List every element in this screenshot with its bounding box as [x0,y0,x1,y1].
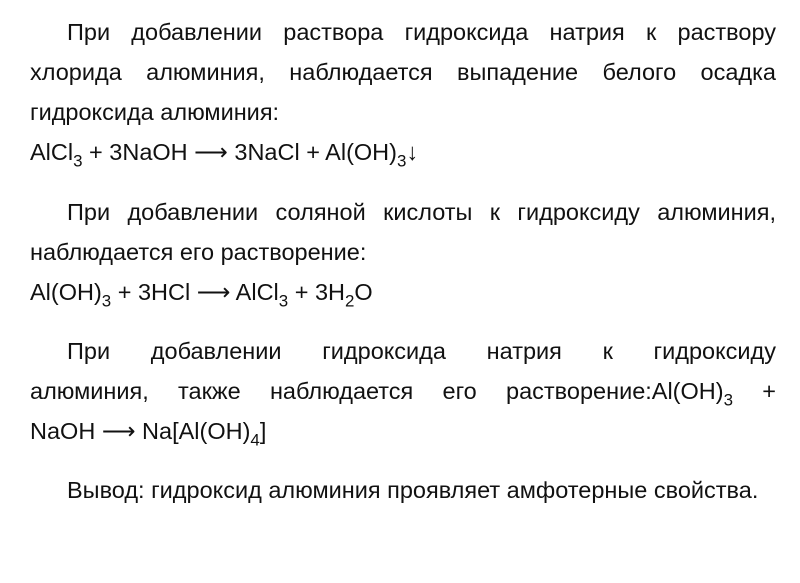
equation-subscript: 3 [278,291,289,311]
paragraph-precipitation-text: При добавлении раствора гидроксида натрия к раствору хлорида алюминия, наблюдается выпадение белого осадка гидроксида алюминия: [30,19,776,125]
equation-term: + 3NaOH ⟶ 3NaCl + Al(OH) [82,139,397,165]
document-page [30,12,776,510]
equation-subscript: 3 [723,390,733,410]
paragraph-base-dissolution [30,331,776,451]
equation-term: + 3H [288,279,345,305]
precipitate-arrow-icon: ↓ [406,139,419,165]
paragraph-acid-dissolution-text: При добавлении соляной кислоты к гидроксиду алюминия, наблюдается его растворение: [30,199,776,265]
spacer [30,312,776,331]
equation-term: + 3HCl ⟶ AlCl [111,279,279,305]
paragraph-conclusion-text: Вывод: гидроксид алюминия проявляет амфотерные свойства. [67,477,759,503]
equation-subscript: 3 [396,151,407,171]
paragraph-base-dissolution-line-1: При добавлении гидроксида натрия к гидроксиду [67,338,776,364]
spacer [30,451,776,470]
equation-subscript: 4 [250,430,260,450]
paragraph-precipitation [30,12,776,132]
equation-subscript: 3 [101,291,112,311]
equation-subscript: 2 [345,291,355,311]
equation-term: Al(OH) [30,279,102,305]
equation-term: AlCl [30,139,74,165]
paragraph-acid-dissolution [30,192,776,272]
spacer [30,172,776,192]
equation-subscript: 3 [73,151,83,171]
equation-aloh3-naoh: NaOH ⟶ $Na[Al(OH)_4]$ [30,418,267,450]
equation-alcl3-naoh [30,132,776,172]
equation-term: O [354,279,373,305]
paragraph-base-dissolution-line-2: алюминия, также наблюдается его $растворение:Al(OH)_3$ + [30,378,776,410]
equation-aloh3-hcl [30,272,776,312]
paragraph-conclusion [30,470,776,510]
